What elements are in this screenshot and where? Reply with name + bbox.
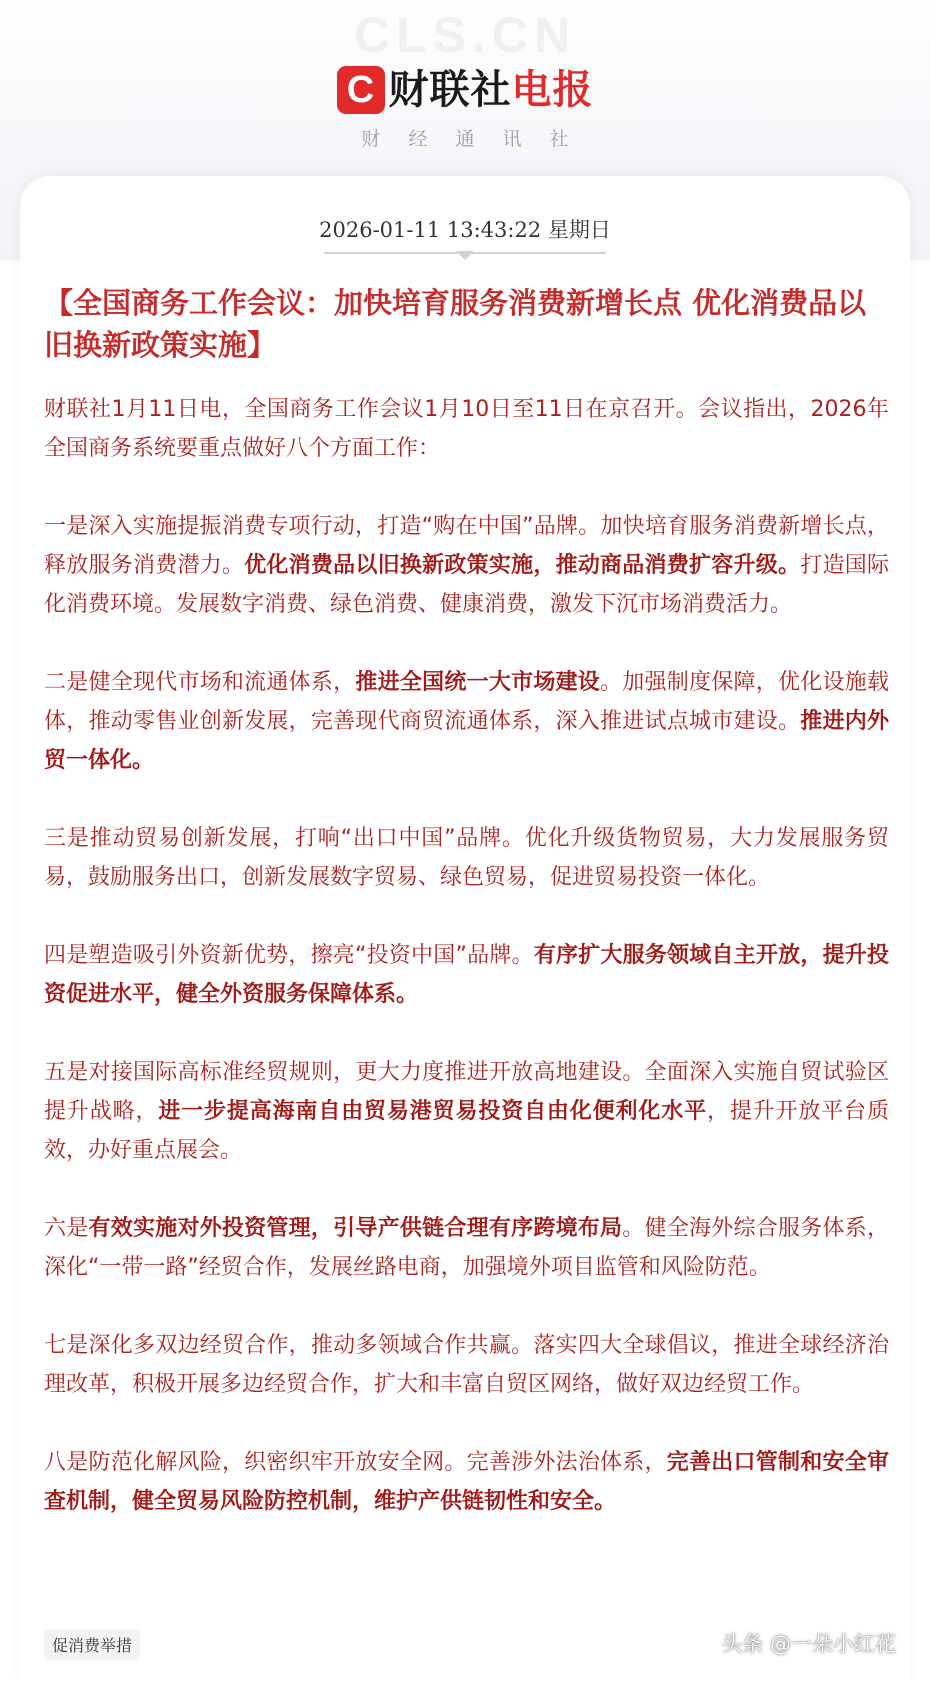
paragraph-3: 三是推动贸易创新发展，打响“出口中国”品牌。优化升级货物贸易，大力发展服务贸易，鼓励服务出口，创新发展数字贸易、绿色贸易，促进贸易投资一体化。 [44,826,889,890]
topic-tag[interactable]: 促消费举措 [44,1629,140,1660]
logo-text-accent: 电报 [511,67,594,113]
paragraph-2: 二是健全现代市场和流通体系，推进全国统一大市场建设。加强制度保障，优化设施载体，推动零售业创新发展，完善现代商贸流通体系，深入推进试点城市建设。推进内外贸一体化。 [44,670,889,773]
brand-subtitle: 财经通讯社 [361,128,597,150]
datetime-divider-notch [456,251,474,260]
logo-text-primary: 财联社 [388,67,512,113]
paragraph-7: 七是深化多双边经贸合作，推动多领域合作共赢。落实四大全球倡议，推进全球经济治理改革，积极开展多边经贸合作，扩大和丰富自贸区网络，做好双边经贸工作。 [44,1333,889,1397]
author-watermark: 头条 @一朵小红花 [721,1632,896,1656]
logo-c-icon: C [337,66,385,114]
paragraph-intro: 财联社1月11日电，全国商务工作会议1月10日至11日在京召开。会议指出，2026年全国商务系统要重点做好八个方面工作： [44,397,889,461]
article-title: 【全国商务工作会议：加快培育服务消费新增长点 优化消费品以旧换新政策实施】 [44,286,867,362]
paragraph-1: 一是深入实施提振消费专项行动，打造“购在中国”品牌。加快培育服务消费新增长点，释放服务消费潜力。优化消费品以旧换新政策实施，推动商品消费扩容升级。打造国际化消费环境。发展数字消费、绿色消费、健康消费，激发下沉市场消费活力。 [44,514,889,617]
brand-logo [0,66,930,114]
paragraph-5: 五是对接国际高标准经贸规则，更大力度推进开放高地建设。全面深入实施自贸试验区提升战略，进一步提高海南自由贸易港贸易投资自由化便利化水平，提升开放平台质效，办好重点展会。 [44,1060,889,1163]
paragraph-6: 六是有效实施对外投资管理，引导产供链合理有序跨境布局。健全海外综合服务体系，深化“一带一路”经贸合作，发展丝路电商，加强境外项目监管和风险防范。 [44,1216,889,1280]
paragraph-8: 八是防范化解风险，织密织牢开放安全网。完善涉外法治体系，完善出口管制和安全审查机制，健全贸易风险防控机制，维护产供链韧性和安全。 [44,1450,889,1514]
paragraph-4: 四是塑造吸引外资新优势，擦亮“投资中国”品牌。有序扩大服务领域自主开放，提升投资促进水平，健全外资服务保障体系。 [44,943,889,1007]
article-body [44,390,889,1560]
publish-datetime: 2026-01-11 13:43:22 星期日 [319,218,611,242]
cls-watermark: CLS.CN [353,7,577,63]
